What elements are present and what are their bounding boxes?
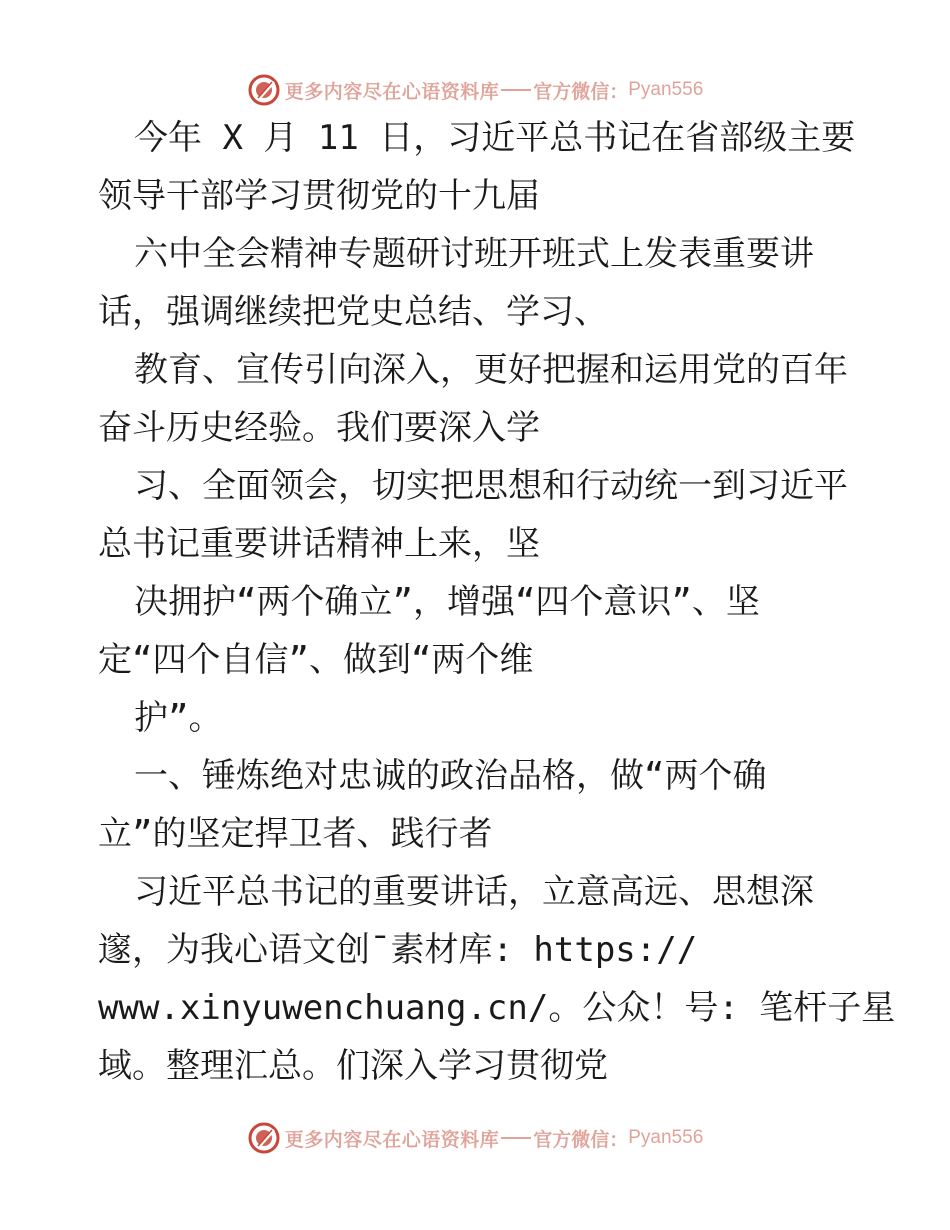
text-line: 邃，为我心语文创¯素材库: https:// xyxy=(98,930,698,970)
text-line: 习、全面领会，切实把思想和行动统一到习近平 xyxy=(134,466,848,506)
text-line: 奋斗历史经验。我们要深入学 xyxy=(98,408,540,448)
banner-text: 更多内容尽在心语资料库 xyxy=(284,80,500,103)
text-line: 六中全会精神专题研讨班开班式上发表重要讲 xyxy=(134,234,814,274)
text-line: 总书记重要讲话精神上来，坚 xyxy=(98,524,540,564)
text-line: 立”的坚定捍卫者、践行者 xyxy=(98,814,493,854)
banner-dash xyxy=(501,1137,531,1139)
text-line: 领导干部学习贯彻党的十九届 xyxy=(98,176,540,216)
text-line: 域。整理汇总。们深入学习贯彻党 xyxy=(98,1046,608,1086)
text-line: 教育、宣传引向深入，更好把握和运用党的百年 xyxy=(134,350,848,390)
text-line: 决拥护“两个确立”，增强“四个意识”、坚 xyxy=(134,582,760,622)
pen-logo-icon xyxy=(247,73,281,107)
text-line: 今年 X 月 11 日，习近平总书记在省部级主要 xyxy=(134,118,856,158)
pen-logo-icon xyxy=(247,1121,281,1155)
banner-wechat-id: Pyan556 xyxy=(628,79,704,100)
banner-wechat-label: 官方微信： xyxy=(533,1128,629,1151)
banner-dash xyxy=(501,89,531,91)
text-line: www.xinyuwenchuang.cn/。公众！号: 笔杆子星 xyxy=(98,988,896,1028)
text-line: 习近平总书记的重要讲话，立意高远、思想深 xyxy=(134,872,814,912)
banner-wechat-id: Pyan556 xyxy=(628,1127,704,1148)
text-line: 护”。 xyxy=(134,698,223,738)
text-line: 话，强调继续把党史总结、学习、 xyxy=(98,292,608,332)
text-line: 定“四个自信”、做到“两个维 xyxy=(98,640,534,680)
footer-watermark-banner xyxy=(0,1118,950,1158)
header-watermark-banner xyxy=(0,70,950,110)
document-body xyxy=(98,120,898,1106)
banner-text: 更多内容尽在心语资料库 xyxy=(284,1128,500,1151)
banner-wechat-label: 官方微信： xyxy=(533,80,629,103)
text-line: 一、锤炼绝对忠诚的政治品格，做“两个确 xyxy=(134,756,767,796)
